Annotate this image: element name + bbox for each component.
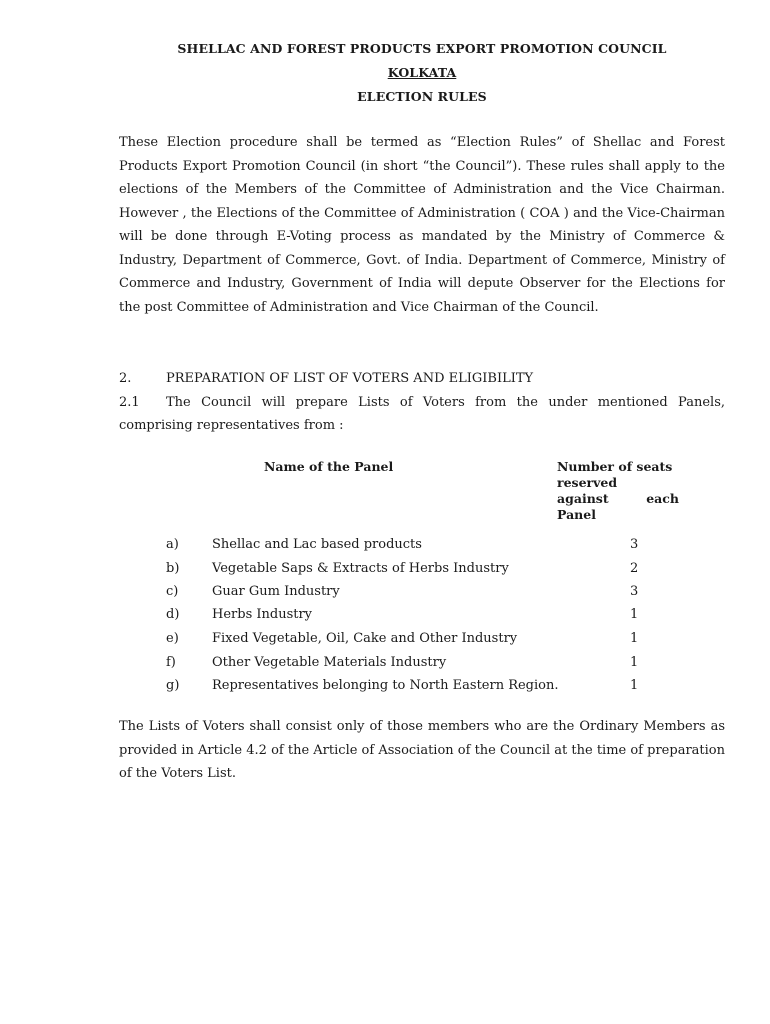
row-seats: 1	[630, 631, 639, 646]
seats-header-line3	[557, 491, 679, 507]
row-seats: 1	[630, 607, 639, 622]
table-row	[0, 584, 770, 604]
seats-header-each: each	[646, 491, 679, 506]
seats-header-line2: reserved	[557, 475, 618, 490]
row-panel-name: Vegetable Saps & Extracts of Herbs Industry	[212, 561, 509, 576]
section-heading: PREPARATION OF LIST OF VOTERS AND ELIGIBILITY	[166, 371, 534, 386]
seats-header-line4: Panel	[557, 507, 596, 522]
row-seats: 3	[630, 537, 639, 552]
row-letter: a)	[166, 537, 179, 552]
table-row	[0, 678, 770, 698]
table-row	[0, 655, 770, 675]
row-panel-name: Fixed Vegetable, Oil, Cake and Other Industry	[212, 631, 518, 646]
table-row	[0, 561, 770, 581]
row-seats: 2	[630, 561, 639, 576]
row-seats: 1	[630, 678, 639, 693]
section-number: 2.	[119, 371, 132, 386]
council-title: SHELLAC AND FOREST PRODUCTS EXPORT PROMOTION COUNCIL	[177, 41, 667, 56]
subsection-text	[166, 395, 725, 410]
row-letter: d)	[166, 607, 180, 622]
row-letter: c)	[166, 584, 179, 599]
row-seats: 1	[630, 655, 639, 670]
row-panel-name: Shellac and Lac based products	[212, 537, 422, 552]
row-panel-name: Herbs Industry	[212, 607, 313, 622]
panel-column-header: Name of the Panel	[264, 459, 394, 474]
seats-header-line1: Number of seats	[557, 459, 673, 474]
row-letter: b)	[166, 561, 180, 576]
city-title: KOLKATA	[387, 65, 457, 80]
subsection-text-line1: The Council will prepare Lists of Voters from the under mentioned Panels,	[166, 395, 725, 410]
row-seats: 3	[630, 584, 639, 599]
table-row	[0, 631, 770, 651]
closing-paragraph: The Lists of Voters shall consist only of those members who are the Ordinary Members as provided in Article 4.2 of the Article of Association of the Council at the time of preparation of the Voters List.	[119, 719, 725, 781]
seats-header-against: against	[557, 491, 609, 506]
row-panel-name: Representatives belonging to North Eastern Region.	[212, 678, 559, 693]
subsection-text-line2: comprising representatives from :	[119, 418, 344, 433]
intro-paragraph: These Election procedure shall be termed as “Election Rules” of Shellac and Forest Products Export Promotion Council (in short “the Council”). These rules shall apply to the elections of the Members of the Committee of Administration and the Vice Chairman. However , the Elections of the Committee of Administration ( COA ) and the Vice-Chairman will be done through E-Voting process as mandated by the Ministry of Commerce & Industry, Department of Commerce, Govt. of India. Department of Commerce, Ministry of Commerce and Industry, Government of India will depute Observer for the Elections for the post Committee of Administration and Vice Chairman of the Council.	[119, 135, 725, 315]
document-title: ELECTION RULES	[357, 89, 487, 104]
seats-column-header	[557, 459, 679, 523]
row-panel-name: Other Vegetable Materials Industry	[212, 655, 447, 670]
row-letter: e)	[166, 631, 179, 646]
table-row	[0, 607, 770, 627]
row-letter: f)	[166, 655, 176, 670]
table-row	[0, 537, 770, 557]
row-letter: g)	[166, 678, 180, 693]
subsection-number: 2.1	[119, 395, 140, 410]
row-panel-name: Guar Gum Industry	[212, 584, 340, 599]
